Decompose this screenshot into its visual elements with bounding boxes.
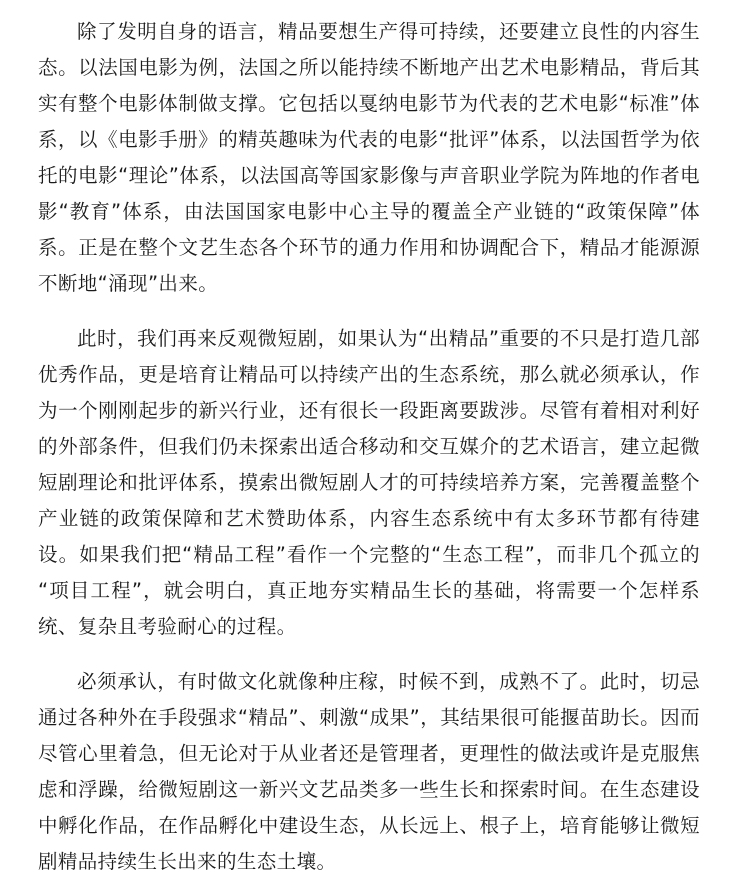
paragraph-1: 除了发明自身的语言，精品要想生产得可持续，还要建立良性的内容生态。以法国电影为例，法国之所以能持续不断地产出艺术电影精品，背后其实有整个电影体制做支撑。它包括以戛纳电影节为代表的艺术电影“标准”体系，以《电影手册》的精英趣味为代表的电影“批评”体系，以法国哲学为依托的电影“理论”体系，以法国高等国家影像与声音职业学院为阵地的作者电影“教育”体系，由法国国家电影中心主导的覆盖全产业链的“政策保障”体系。正是在整个文艺生态各个环节的通力作用和协调配合下，精品才能源源不断地“涌现”出来。 bbox=[38, 20, 700, 295]
paragraph-3: 必须承认，有时做文化就像种庄稼，时候不到，成熟不了。此时，切忌通过各种外在手段强求“精品”、刺激“成果”，其结果很可能揠苗助长。因而尽管心里着急，但无论对于从业者还是管理者，更理性的做法或许是克服焦虑和浮躁，给微短剧这一新兴文艺品类多一些生长和探索时间。在生态建设中孵化作品，在作品孵化中建设生态，从长远上、根子上，培育能够让微短剧精品持续生长出来的生态土壤。 bbox=[38, 670, 700, 873]
article-body bbox=[38, 14, 700, 880]
paragraph-2: 此时，我们再来反观微短剧，如果认为“出精品”重要的不只是打造几部优秀作品，更是培育让精品可以持续产出的生态系统，那么就必须承认，作为一个刚刚起步的新兴行业，还有很长一段距离要跋涉。尽管有着相对利好的外部条件，但我们仍未探索出适合移动和交互媒介的艺术语言，建立起微短剧理论和批评体系，摸索出微短剧人才的可持续培养方案，完善覆盖整个产业链的政策保障和艺术赞助体系，内容生态系统中有太多环节都有待建设。如果我们把“精品工程”看作一个完整的“生态工程”，而非几个孤立的“项目工程”，就会明白，真正地夯实精品生长的基础，将需要一个怎样系统、复杂且考验耐心的过程。 bbox=[38, 327, 700, 638]
